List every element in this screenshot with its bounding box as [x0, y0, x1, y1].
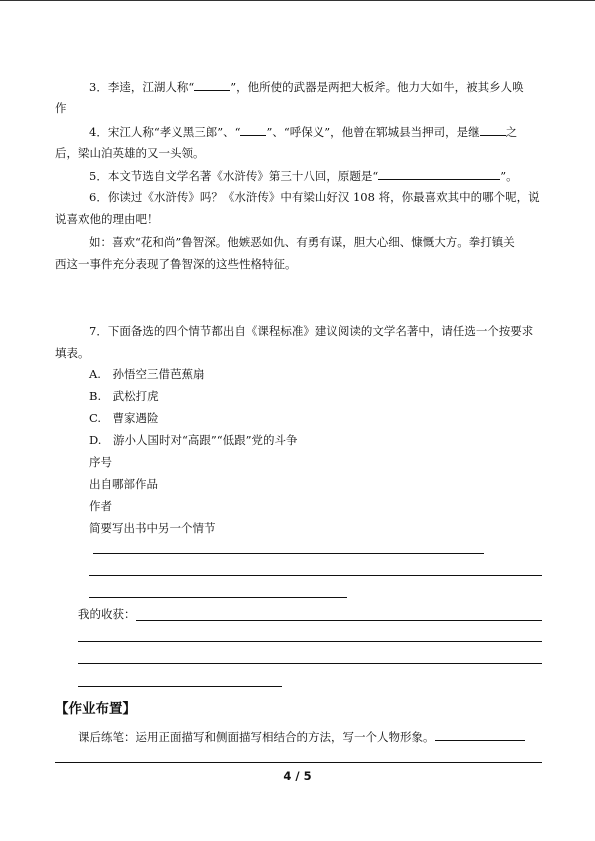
- homework-text: 课后练笔：运用正面描写和侧面描写相结合的方法，写一个人物形象。: [78, 730, 435, 744]
- top-rule: [0, 0, 595, 1]
- q3-line2: 作: [55, 101, 67, 115]
- harvest-line-3[interactable]: [78, 663, 542, 664]
- q7-option-c: C. 曹家遇险: [89, 411, 159, 425]
- q4-text-pre: 4．宋江人称“孝义黑三郎”、“: [89, 125, 241, 139]
- footer-rule: [55, 762, 542, 763]
- q5-blank[interactable]: [378, 168, 500, 180]
- page-number: 4 / 5: [283, 769, 312, 783]
- homework-heading: 【作业布置】: [55, 701, 136, 717]
- homework-line: [78, 729, 525, 745]
- q5-line: [89, 168, 518, 184]
- q6-example-line1: 如：喜欢“花和尚”鲁智深。他嫉恶如仇、有勇有谋，胆大心细、慷慨大方。拳打镇关: [89, 235, 515, 249]
- q4-blank-2[interactable]: [480, 124, 506, 136]
- harvest-line-2[interactable]: [78, 641, 542, 642]
- q7-line1: 7．下面备选的四个情节都出自《课程标准》建议阅读的文学名著中，请任选一个按要求: [89, 324, 534, 338]
- q4-line1: [89, 124, 517, 140]
- harvest-line-4[interactable]: [78, 686, 282, 687]
- q5-text-post: ”。: [500, 169, 518, 183]
- answer-line-1[interactable]: [93, 553, 484, 554]
- q7-field-work: 出自哪部作品: [89, 477, 158, 491]
- q6-example-line2: 西这一事件充分表现了鲁智深的这些性格特征。: [55, 257, 297, 271]
- q7-option-b: B. 武松打虎: [89, 389, 159, 403]
- q3-text-pre: 3．李逵，江湖人称“: [89, 80, 195, 94]
- answer-line-2[interactable]: [89, 575, 542, 576]
- q7-field-number: 序号: [89, 455, 112, 469]
- q7-field-plot: 简要写出书中另一个情节: [89, 521, 216, 535]
- q4-text-mid: ”、“呼保义”，他曾在郓城县当押司，是继: [266, 125, 480, 139]
- q7-line2: 填表。: [55, 346, 90, 360]
- q3-blank[interactable]: [194, 79, 230, 91]
- answer-line-3[interactable]: [89, 597, 347, 598]
- q7-option-a: A. 孙悟空三借芭蕉扇: [89, 367, 205, 381]
- q4-line2: 后，梁山泊英雄的又一头领。: [55, 146, 205, 160]
- q5-text-pre: 5．本文节选自文学名著《水浒传》第三十八回，原题是“: [89, 169, 379, 183]
- harvest-label: 我的收获：: [78, 607, 136, 621]
- q3-line1: [89, 79, 524, 95]
- harvest-line-1[interactable]: [136, 620, 542, 621]
- q3-text-post: ”，他所使的武器是两把大板斧。他力大如牛，被其乡人唤: [230, 80, 524, 94]
- q4-text-post: 之: [505, 125, 518, 139]
- q7-field-author: 作者: [89, 499, 112, 513]
- q6-line2: 说喜欢他的理由吧！: [55, 212, 159, 226]
- homework-blank[interactable]: [435, 729, 525, 741]
- q7-option-d: D. 游小人国时对“高跟”“低跟”党的斗争: [89, 433, 298, 447]
- q4-blank-1[interactable]: [240, 124, 266, 136]
- q6-line1: 6．你读过《水浒传》吗？《水浒传》中有梁山好汉 108 将，你最喜欢其中的哪个呢，说: [89, 190, 540, 204]
